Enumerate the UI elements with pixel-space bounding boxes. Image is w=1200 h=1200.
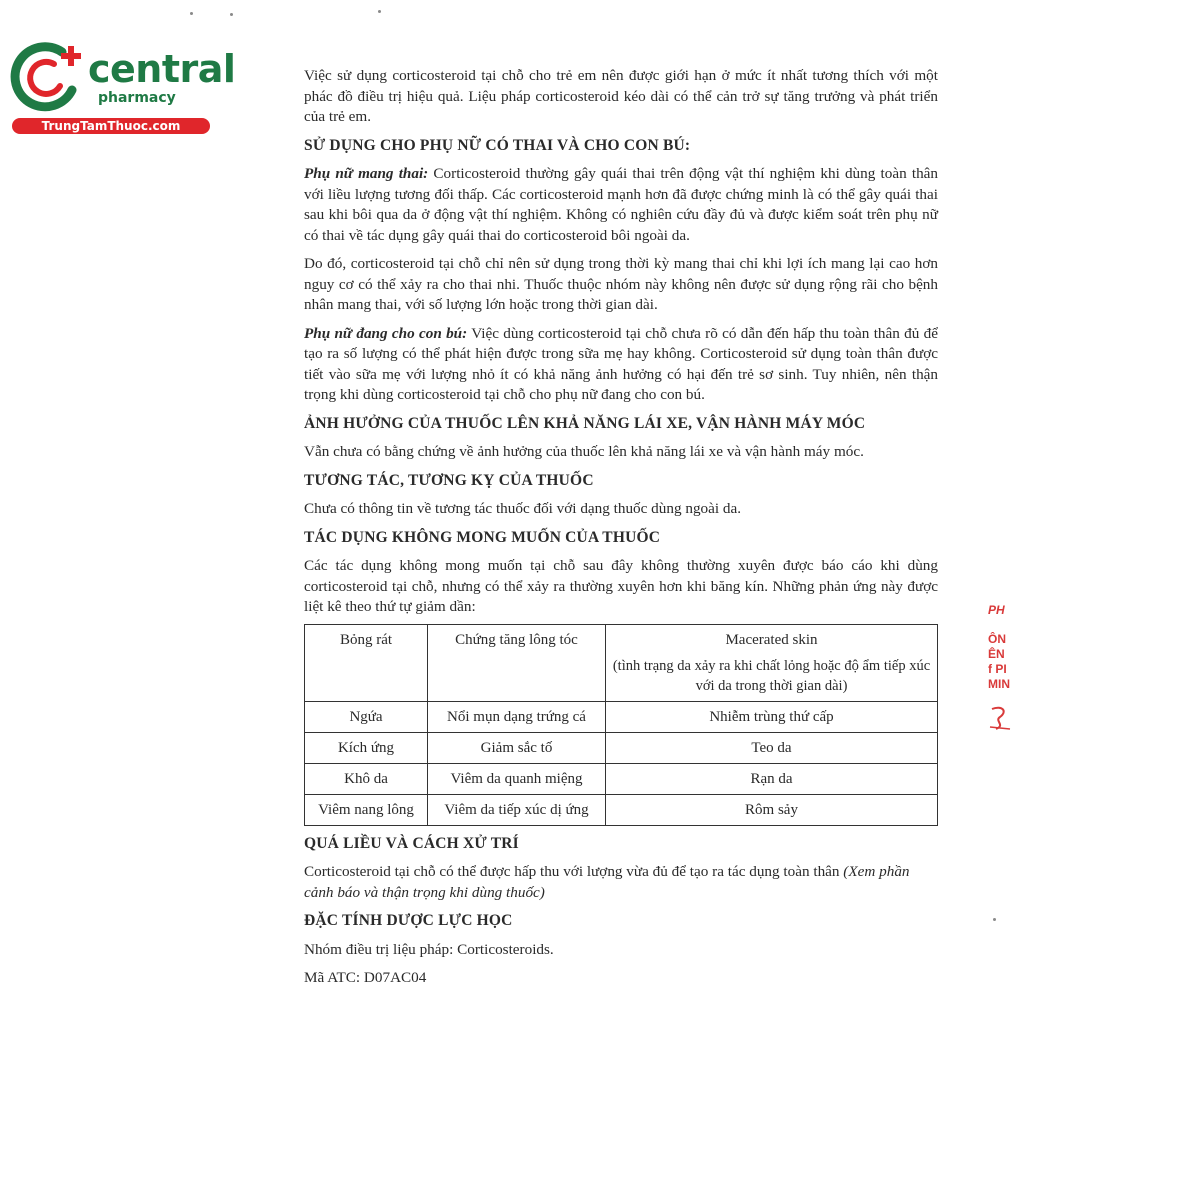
- table-cell: Rạn da: [606, 763, 938, 794]
- adverse-paragraph: Các tác dụng không mong muốn tại chỗ sau đây không thường xuyên được báo cáo khi dùng corticosteroid tại chỗ, nhưng có thể xảy ra thường xuyên hơn khi băng kín. Những phản ứng này được liệt kê theo thứ tự giảm dần:: [304, 557, 938, 615]
- table-row: [305, 624, 938, 701]
- heading-driving: ẢNH HƯỞNG CỦA THUỐC LÊN KHẢ NĂNG LÁI XE, VẬN HÀNH MÁY MÓC: [304, 414, 866, 432]
- heading-overdose: QUÁ LIỀU VÀ CÁCH XỬ TRÍ: [304, 834, 519, 852]
- atc-code: Mã ATC: D07AC04: [304, 969, 427, 986]
- lactation-label: Phụ nữ đang cho con bú:: [304, 324, 468, 342]
- logo-name: central: [88, 47, 236, 91]
- scan-speck: [378, 10, 381, 13]
- stamp-text: MIN: [988, 677, 1010, 691]
- table-cell: Giảm sắc tố: [428, 732, 606, 763]
- heading-interaction: TƯƠNG TÁC, TƯƠNG KỴ CỦA THUỐC: [304, 471, 594, 489]
- table-cell: Viêm da quanh miệng: [428, 763, 606, 794]
- scan-speck: [230, 13, 233, 16]
- heading-pharmacodynamics: ĐẶC TÍNH DƯỢC LỰC HỌC: [304, 912, 513, 929]
- driving-paragraph: Vẫn chưa có bằng chứng về ảnh hưởng của thuốc lên khả năng lái xe và vận hành máy móc.: [304, 443, 864, 460]
- table-cell: Khô da: [305, 763, 428, 794]
- table-cell: Viêm da tiếp xúc dị ứng: [428, 794, 606, 825]
- table-cell: Bỏng rát: [305, 624, 428, 701]
- table-row: [305, 763, 938, 794]
- red-stamp-fragment: [988, 604, 1014, 754]
- table-cell: Teo da: [606, 732, 938, 763]
- table-cell: Rôm sảy: [606, 794, 938, 825]
- scan-speck: [993, 918, 996, 921]
- adverse-effects-table: [304, 624, 938, 826]
- table-cell: Nhiễm trùng thứ cấp: [606, 701, 938, 732]
- overdose-reference: (Xem phần cảnh báo và thận trọng khi dùng thuốc): [304, 863, 910, 901]
- overdose-paragraph: [304, 862, 938, 903]
- table-row: [305, 732, 938, 763]
- table-cell: Viêm nang lông: [305, 794, 428, 825]
- stamp-text: ÔN: [988, 632, 1006, 646]
- table-cell: Kích ứng: [305, 732, 428, 763]
- pregnancy-paragraph-2: Do đó, corticosteroid tại chỗ chỉ nên sử dụng trong thời kỳ mang thai chỉ khi lợi ích mang lại cao hơn nguy cơ có thể xảy ra cho thai nhi. Thuốc thuộc nhóm này không nên được sử dụng rộng rãi cho bệnh nhân mang thai, với số lượng lớn hoặc trong thời gian dài.: [304, 255, 938, 313]
- logo-url-link[interactable]: TrungTamThuoc.com: [12, 118, 210, 134]
- scan-speck: [190, 12, 193, 15]
- document-body: [304, 66, 938, 997]
- lactation-paragraph: [304, 324, 938, 406]
- table-row: [305, 701, 938, 732]
- stamp-text: ÊN: [988, 647, 1005, 661]
- pharmacodynamics-group: Nhóm điều trị liệu pháp: Corticosteroids.: [304, 940, 554, 958]
- brand-logo: [10, 38, 236, 138]
- overdose-text: Corticosteroid tại chỗ có thể được hấp thu với lượng vừa đủ để tạo ra tác dụng toàn thân: [304, 863, 844, 880]
- table-row: [305, 794, 938, 825]
- stamp-text: PH: [988, 603, 1005, 617]
- logo-subtitle: pharmacy: [98, 90, 176, 106]
- table-cell: [606, 624, 938, 701]
- table-cell: Chứng tăng lông tóc: [428, 624, 606, 701]
- pharmacy-cross-icon: [10, 38, 90, 118]
- pregnancy-text: Corticosteroid thường gây quái thai trên động vật thí nghiệm khi dùng toàn thân với liều lượng tương đối thấp. Các corticosteroid mạnh hơn đã được chứng minh là có thể gây quái thai sau khi bôi qua da ở động vật thí nghiệm. Không có nghiên cứu đầy đủ và được kiểm soát trên phụ nữ có thai về tác dụng gây quái thai do corticosteroid bôi ngoài da.: [304, 165, 938, 244]
- pregnancy-paragraph: [304, 164, 938, 246]
- interaction-paragraph: Chưa có thông tin về tương tác thuốc đối với dạng thuốc dùng ngoài da.: [304, 500, 742, 517]
- stamp-text: f PI: [988, 662, 1007, 676]
- table-cell: Nổi mụn dạng trứng cá: [428, 701, 606, 732]
- cell-title: Macerated skin: [725, 631, 818, 648]
- heading-pregnancy: SỬ DỤNG CHO PHỤ NỮ CÓ THAI VÀ CHO CON BÚ:: [304, 136, 691, 154]
- pregnancy-label: Phụ nữ mang thai:: [304, 165, 429, 182]
- cell-note: (tình trạng da xảy ra khi chất lỏng hoặc độ ẩm tiếp xúc với da trong thời gian dài): [612, 657, 931, 694]
- intro-paragraph: Việc sử dụng corticosteroid tại chỗ cho trẻ em nên được giới hạn ở mức ít nhất tương thích với một phác đồ điều trị hiệu quả. Liệu pháp corticosteroid kéo dài có thể cản trở sự tăng trưởng và phát triển của trẻ em.: [304, 67, 938, 125]
- table-cell: Ngứa: [305, 701, 428, 732]
- heading-adverse-effects: TÁC DỤNG KHÔNG MONG MUỐN CỦA THUỐC: [304, 528, 661, 546]
- stamp-signature-icon: [988, 703, 1012, 733]
- lactation-text: Việc dùng corticosteroid tại chỗ chưa rõ có dẫn đến hấp thu toàn thân đủ để tạo ra số lượng có thể phát hiện được trong sữa mẹ hay không. Corticosteroid sử dụng toàn thân được tiết vào sữa mẹ với lượng nhỏ ít có khả năng ảnh hưởng có hại đến trẻ sơ sinh. Tuy nhiên, nên thận trọng khi dùng corticosteroid tại chỗ cho phụ nữ đang cho con bú.: [304, 324, 938, 403]
